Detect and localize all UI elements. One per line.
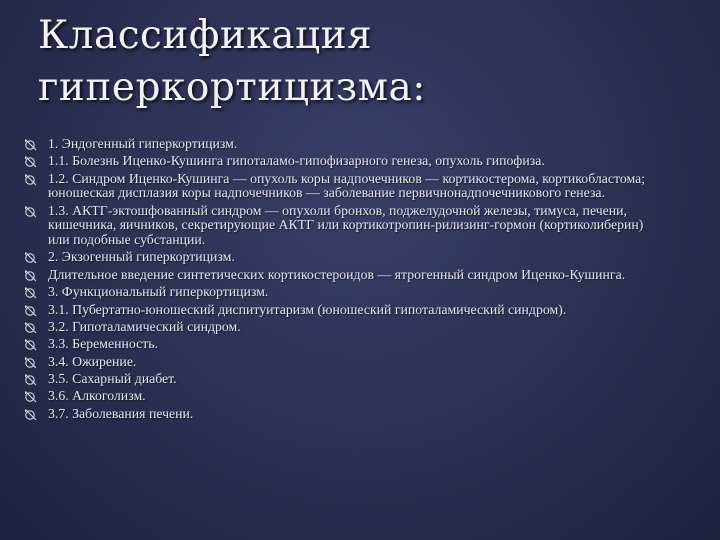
crossed-circle-bullet-icon [24, 204, 38, 218]
crossed-circle-bullet-icon [24, 389, 38, 403]
list-item [22, 355, 652, 370]
crossed-circle-bullet-icon [24, 154, 38, 168]
crossed-circle-bullet-icon [24, 268, 38, 282]
list-item-text: 3.5. Сахарный диабет. [48, 371, 177, 387]
crossed-circle-bullet-icon [24, 355, 38, 369]
crossed-circle-bullet-icon [24, 303, 38, 317]
list-item-text: 2. Экзогенный гиперкортицизм. [48, 249, 235, 265]
list-item [22, 372, 652, 387]
crossed-circle-bullet-icon [24, 320, 38, 334]
list-item [22, 337, 652, 352]
list-item [22, 268, 652, 283]
slide-title-line-1: Классификация [38, 13, 373, 58]
list-item-text: 1. Эндогенный гиперкортицизм. [48, 136, 238, 151]
list-item-text: Длительное введение синтетических кортикостероидов — ятрогенный синдром Иценко-Кушинга. [48, 266, 626, 282]
list-item-text: 3.2. Гипоталамический синдром. [48, 318, 241, 334]
list-item-text: 3.4. Ожирение. [48, 353, 137, 369]
list-item-text: 3. Функциональный гиперкортицизм. [48, 284, 269, 300]
list-item [22, 137, 652, 152]
crossed-circle-bullet-icon [24, 285, 38, 299]
list-item-text: 3.6. Алкоголизм. [48, 388, 146, 404]
list-item-text: 1.3. АКТГ-эктошфованный синдром — опухоли бронхов, поджелудочной железы, тимуса, печени, кишечника, яичников, секретирующие АКТГ или кортикотропин-рилизинг-гормон (кортиколиберин) или подобные субстанции. [48, 202, 644, 247]
bullet-list [22, 137, 652, 424]
list-item [22, 320, 652, 335]
crossed-circle-bullet-icon [24, 250, 38, 264]
crossed-circle-bullet-icon [24, 372, 38, 386]
list-item-text: 1.1. Болезнь Иценко-Кушинга гипоталамо-гипофизарного генеза, опухоль гипофиза. [48, 153, 545, 169]
list-item [22, 389, 652, 404]
slide-title [38, 10, 678, 114]
slide-title-line-2: гиперкортицизма: [38, 65, 426, 110]
crossed-circle-bullet-icon [24, 337, 38, 351]
list-item [22, 172, 652, 201]
list-item [22, 154, 652, 169]
list-item [22, 250, 652, 265]
list-item-text: 3.1. Пубертатно-юношеский диспитуитаризм (юношеский гипоталамический синдром). [48, 301, 567, 317]
crossed-circle-bullet-icon [24, 172, 38, 186]
list-item [22, 285, 652, 300]
list-item-text: 1.2. Синдром Иценко-Кушинга — опухоль коры надпочечников — кортикостерома, кортикобластома; юношеская дисплазия коры надпочечников — заболевание первичнонадпочечникового генеза. [48, 170, 646, 201]
list-item [22, 407, 652, 422]
crossed-circle-bullet-icon [24, 407, 38, 421]
list-item-text: 3.3. Беременность. [48, 336, 158, 352]
crossed-circle-bullet-icon [24, 137, 38, 151]
list-item [22, 303, 652, 318]
list-item [22, 204, 652, 248]
list-item-text: 3.7. Заболевания печени. [48, 405, 194, 421]
